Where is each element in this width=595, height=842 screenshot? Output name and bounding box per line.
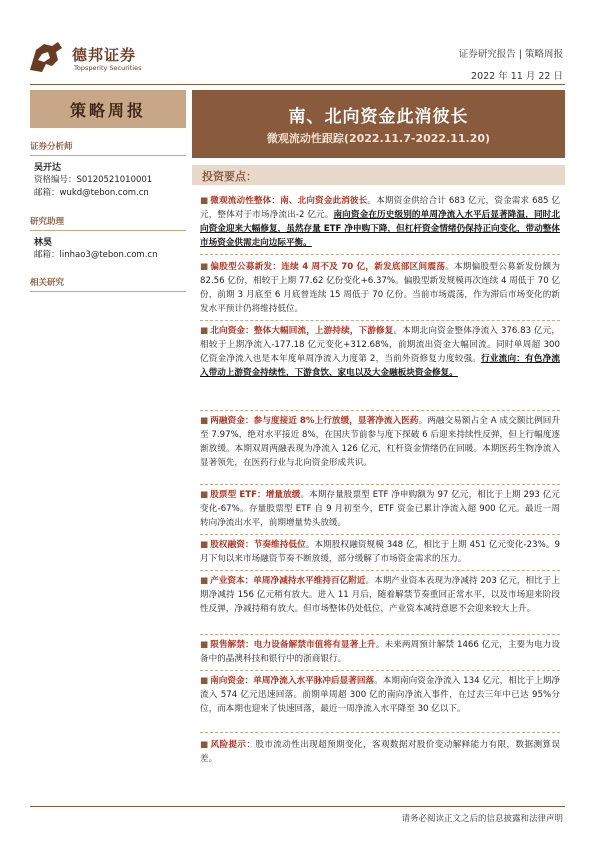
logo-emblem-icon	[28, 40, 64, 76]
header-divider	[30, 84, 565, 85]
investment-points-label: 投资要点：	[202, 170, 257, 183]
main-title: 南、北向资金此消彼长	[288, 107, 469, 127]
bullet-icon: ■	[200, 540, 209, 550]
point-item: ■ 产业资本：单周净减持水平维持百亿附近。本期产业资本表现为净减持 203 亿元，相比于上期净减持 156 亿元稍有放大。进入 11 月后，随着解禁节奏重回正常水平，以及市场迎来阶段性反弹，净减持稍有放大。但市场整体仍处低位，产业资本减持意愿不会迎来较大上升。	[200, 576, 560, 614]
point-item: ■ 两融资金：参与度接近 8%上行放缓，显著净流入医药。两融交易额占全 A 成交额比例回升至 7.97%，绝对水平接近 8%，在国庆节前参与度下探破 6 后迎来持续性反弹，但上行幅度逐渐放缓。本期双周两融表现为净流入 126 亿元，杠杆资金情绪仍在回暖。本期医药生物净流入显著领先，在医药行业与北向资金形成共识。	[200, 416, 561, 468]
item-divider	[200, 732, 560, 733]
bullet-icon: ■	[200, 262, 209, 272]
bullet-icon: ■	[200, 326, 209, 336]
item-divider	[200, 484, 560, 485]
point-item-risk: ■ 风险提示：股市流动性出现超预期变化，客观数据对股价变动解释能力有限，数据测算误差。	[200, 740, 560, 764]
bullet-icon: ■	[200, 416, 209, 426]
assistant-email[interactable]: 邮箱：linhao3@tebon.com.cn	[34, 250, 158, 260]
report-date: 2022 年 11 月 22 日	[471, 71, 563, 82]
bullet-icon: ■	[200, 740, 209, 750]
point-item: ■ 限售解禁：电力设备解禁市值将有显著上升。未来两周预计解禁 1466 亿元，主要为电力设备中的晶澳科技和银行中的浙商银行。	[200, 640, 560, 664]
point-item: ■ 股权融资：节奏维持低位。本期股权融资规模 348 亿，相比于上期 451 亿元变化-23%。9 月下旬以来市场融资节奏不断放缓，部分缓解了市场资金需求的压力。	[200, 540, 561, 564]
report-type: 证券研究报告 | 策略周报	[458, 49, 563, 60]
sub-title: 微观流动性跟踪(2022.11.7-2022.11.20)	[266, 132, 491, 145]
analyst-name: 吴开达	[34, 163, 62, 173]
point-item: ■ 股票型 ETF：增量放缓。本期存量股票型 ETF 净申购额为 97 亿元，相比于上期 293 亿元变化-67%。存量股票型 ETF 自 9 月初至今，ETF 资金已累计净流入超 900 亿元。最近一周转向净流出水平，前期增量势头放缓。	[200, 490, 560, 528]
point-item: ■ 微观流动性整体：南、北向资金此消彼长。本期资金供给合计 683 亿元，资金需求 685 亿元，整体对于市场净流出-2 亿元。南向资金在历史级别的单周净流入水平后显著降温，同时北向资金迎来大幅修复，虽然存量 ETF 净申购下降，但杠杆资金情绪仍保持正向变化，带动整体市场资金供需走向边际平衡。	[200, 196, 560, 248]
item-divider	[200, 570, 560, 571]
bullet-icon: ■	[200, 676, 209, 686]
disclaimer-note: 请务必阅读正文之后的信息披露和法律声明	[401, 814, 563, 824]
title-banner	[192, 90, 565, 158]
report-category-tab: 策略周报	[30, 90, 186, 128]
assistant-name: 林昊	[34, 238, 53, 248]
assistant-label: 研究助理	[30, 215, 186, 231]
bullet-icon: ■	[200, 196, 209, 206]
company-logo	[28, 40, 188, 76]
item-divider	[200, 320, 560, 321]
bullet-icon: ■	[200, 576, 209, 586]
item-divider	[200, 254, 560, 255]
company-name-en: Topsperity Securities	[74, 64, 142, 72]
point-item: ■ 南向资金：单周净流入水平脉冲后显著回落。本期南向资金净流入 134 亿元，相比于上期净流入 574 亿元迅速回落。前期单周超 300 亿的南向净流入事件，在过去三年中已达 95%分位，而本期也迎来了快速回落，最近一周净流入水平降至 30 亿以下。	[200, 676, 560, 714]
analyst-license: 资格编号：S0120521010001	[34, 175, 153, 185]
item-divider	[200, 534, 560, 535]
point-item: ■ 偏股型公募新发：连续 4 周不及 70 亿，新发底部区间震荡。本期偏股型公募新发份额为 82.56 亿份，相较于上期 77.62 亿份变化+6.37%。偏股型新发规模再次连续 4 周低于 70 亿份，前期 3 月底至 6 月底曾连续 15 周低于 70 亿份。当前市场震荡，作为滞后市场变化的新发水平预计仍将维持低位。	[200, 262, 560, 314]
bullet-icon: ■	[200, 640, 209, 650]
item-divider	[200, 670, 560, 671]
company-name-cn: 德邦证券	[72, 46, 137, 64]
item-divider	[200, 410, 560, 411]
related-research-label: 相关研究	[30, 276, 186, 292]
item-divider	[200, 634, 560, 635]
analyst-label: 证券分析师	[30, 140, 186, 156]
point-item: ■ 北向资金：整体大幅回流，上游持续，下游修复。本期北向资金整体净流入 376.83 亿元，相较于上期净流入-177.18 亿元变化+312.68%，前期流出资金大幅回流。同时单周超 300 亿资金净流入也是本年度单周净流入力度第 2，当前外资修复力度较强。行业流向：有色净流入带动上游资金持续性，下游食饮、家电以及大金融板块资金修复。	[200, 326, 560, 378]
bullet-icon: ■	[200, 490, 209, 500]
investment-points-header	[192, 165, 565, 185]
analyst-email[interactable]: 邮箱：wukd@tebon.com.cn	[34, 188, 149, 198]
footer-divider	[30, 806, 565, 807]
